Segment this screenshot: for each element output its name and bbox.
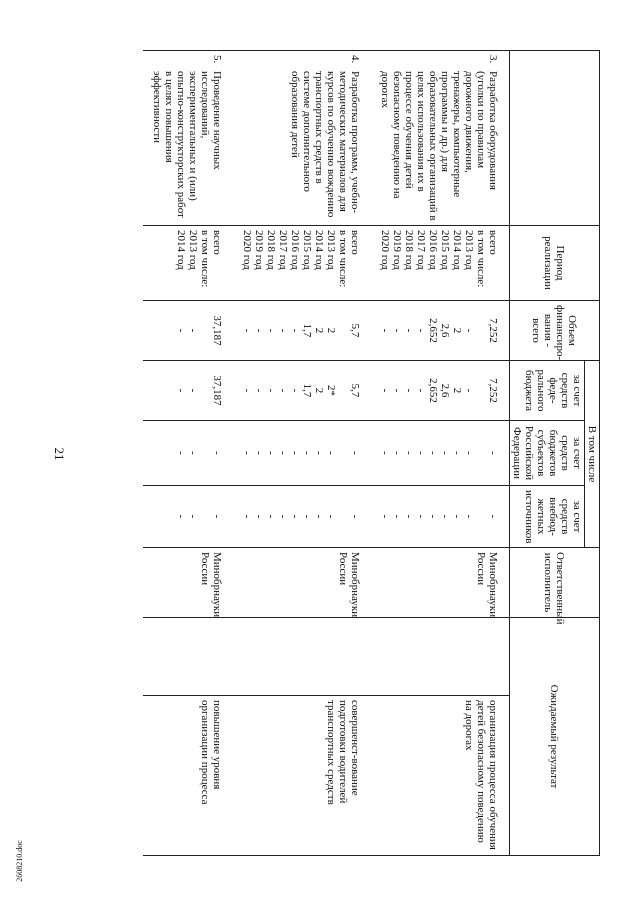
executor-cell: Минобрнауки России (233, 548, 371, 618)
value-line: 2 (313, 387, 325, 394)
extrabudget-cell (143, 486, 233, 548)
total-values (241, 305, 361, 356)
result-cell: совершенст-вование подготовки водителей транспортных средств (233, 696, 371, 856)
value-line: - (379, 328, 391, 333)
regional-cell (143, 421, 233, 486)
value-line: - (379, 514, 391, 519)
value-line: - (253, 388, 265, 393)
value-line: - (277, 514, 289, 519)
header-extrabudget: за счет средств внебюд-жетных источников (510, 486, 585, 548)
value-line: 2,652 (427, 378, 439, 403)
value-line: 2016 год (427, 230, 439, 270)
period-list (241, 230, 361, 296)
value-line: - (301, 451, 313, 455)
executor-cell: Минобрнауки России (143, 548, 233, 618)
value-line: 2 (451, 387, 463, 394)
value-line: 2 (325, 327, 337, 334)
value-line (475, 365, 487, 416)
value-line: 2014 год (313, 230, 325, 270)
value-line: - (277, 451, 289, 455)
value-line: - (241, 514, 253, 519)
value-line: - (427, 451, 439, 455)
value-line: - (403, 328, 415, 333)
value-line (199, 425, 211, 481)
value-line: 2 (313, 327, 325, 334)
value-line: - (349, 451, 361, 455)
value-line: - (289, 451, 301, 455)
value-line: - (265, 328, 277, 333)
total-values (175, 305, 223, 356)
regional-cell (371, 421, 510, 486)
value-line: - (463, 514, 475, 519)
federal-cell (143, 361, 233, 421)
activity-text: Разработка оборудования (уголки по правилам дорожного движения, тренажеры, компьютерные программы и др.) для образовательных организаций в целях использования их в процессе обучения детей безопасному поведению на дорогах (379, 71, 499, 221)
value-line: 2014 год (451, 230, 463, 270)
value-line: - (289, 388, 301, 393)
value-line: - (391, 514, 403, 519)
value-line: 2* (325, 385, 337, 396)
result-cell: организация процесса обучения детей безопасному поведению на дорогах (371, 696, 510, 856)
value-line: - (415, 388, 427, 393)
value-line: 2015 год (439, 230, 451, 270)
value-line: - (439, 514, 451, 519)
value-line: - (187, 514, 199, 519)
value-line: - (325, 451, 337, 455)
value-line (475, 490, 487, 543)
value-line: - (187, 328, 199, 333)
total-cell (233, 301, 371, 361)
spacer-cell (143, 618, 233, 696)
value-line: - (253, 514, 265, 519)
extrabudget-cell (233, 486, 371, 548)
value-line: 2,6 (439, 383, 451, 398)
value-line: - (187, 388, 199, 393)
value-line (475, 425, 487, 481)
value-line: 2018 год (265, 230, 277, 270)
value-line: - (175, 514, 187, 519)
regional-values (175, 425, 223, 481)
period-cell (143, 226, 233, 301)
activity-cell (143, 51, 233, 226)
value-line: - (463, 451, 475, 455)
value-line: - (439, 451, 451, 455)
value-line (199, 305, 211, 356)
value-line (337, 490, 349, 543)
value-line: - (175, 328, 187, 333)
value-line: - (289, 328, 301, 333)
extrabudget-values (241, 490, 361, 543)
header-including: В том числе (585, 361, 600, 548)
federal-values (241, 365, 361, 416)
value-line: - (349, 514, 361, 519)
value-line: 2020 год (241, 230, 253, 270)
value-line: - (175, 388, 187, 393)
activity-text: Проведение научных исследований, экспериментальных и (или) опытно-конструкторских работ в целях повышения эффективности (151, 71, 223, 218)
header-executor: Ответственный исполнитель (510, 548, 600, 618)
header-period: Период реализации (510, 226, 600, 301)
value-line (337, 305, 349, 356)
value-line: 37,187 (211, 375, 223, 406)
value-line: 2013 год (187, 230, 199, 270)
value-line: - (211, 451, 223, 455)
value-line: 2 (451, 327, 463, 334)
activity-cell (371, 51, 510, 226)
value-line: - (241, 328, 253, 333)
value-line: в том числе: (199, 230, 211, 288)
value-line: - (415, 328, 427, 333)
value-line: 2,652 (427, 318, 439, 343)
table-row (371, 51, 510, 856)
header-result: Ожидаемый результат (510, 618, 600, 856)
value-line: - (403, 451, 415, 455)
spacer-cell (233, 618, 371, 696)
value-line: 37,187 (211, 315, 223, 346)
header-federal-budget: за счет средств феде-рального бюджета (510, 361, 585, 421)
table-row (233, 51, 371, 856)
document-code: 2608210.doc (15, 840, 24, 882)
activity-cell (233, 51, 371, 226)
activity-text: Разработка программ, учебно-методических материалов для курсов по обучению вождению транспортных средств в системе дополнительного образования детей (289, 71, 361, 218)
value-line: - (487, 514, 499, 519)
value-line: 2020 год (379, 230, 391, 270)
table-header (510, 51, 600, 856)
regional-values (241, 425, 361, 481)
period-list (175, 230, 223, 296)
period-cell (371, 226, 510, 301)
total-cell (371, 301, 510, 361)
period-list (379, 230, 499, 296)
page-number: 21 (52, 447, 67, 461)
row-number: 3. (487, 55, 499, 64)
value-line: - (415, 451, 427, 455)
value-line: - (463, 328, 475, 333)
value-line: - (187, 451, 199, 455)
federal-values (175, 365, 223, 416)
value-line: всего (211, 230, 223, 255)
value-line: - (241, 388, 253, 393)
value-line: 2013 год (325, 230, 337, 270)
measures-table (143, 50, 600, 856)
total-cell (143, 301, 233, 361)
value-line: - (277, 328, 289, 333)
value-line: - (463, 388, 475, 393)
value-line: - (289, 514, 301, 519)
value-line: 2019 год (391, 230, 403, 270)
header-total-funding: Объем финансиро-вания - всего (510, 301, 600, 361)
value-line: 2013 год (463, 230, 475, 270)
value-line (199, 365, 211, 416)
header-regional-budget: за счет средств бюджетов субъектов Российской Федерации (510, 421, 585, 486)
value-line: - (313, 514, 325, 519)
value-line: - (415, 514, 427, 519)
value-line: - (379, 451, 391, 455)
value-line: 5,7 (349, 383, 361, 398)
value-line: - (211, 514, 223, 519)
value-line: 2017 год (415, 230, 427, 270)
value-line: 2016 год (289, 230, 301, 270)
value-line: 1,7 (301, 323, 313, 338)
value-line: 5,7 (349, 323, 361, 338)
value-line (475, 305, 487, 356)
value-line: - (277, 388, 289, 393)
value-line: - (487, 451, 499, 455)
value-line (337, 365, 349, 416)
value-line: в том числе: (337, 230, 349, 288)
value-line: - (265, 514, 277, 519)
executor-cell: Минобрнауки России (371, 548, 510, 618)
value-line: - (265, 388, 277, 393)
value-line: - (313, 451, 325, 455)
value-line: - (427, 514, 439, 519)
rotated-table-wrapper (151, 50, 600, 855)
value-line: - (403, 514, 415, 519)
header-activity (510, 51, 600, 226)
value-line: - (253, 451, 265, 455)
value-line: - (175, 451, 187, 455)
value-line: 2014 год (175, 230, 187, 270)
federal-cell (371, 361, 510, 421)
value-line: 2019 год (253, 230, 265, 270)
value-line: 7,252 (487, 378, 499, 403)
table-row (143, 51, 233, 856)
value-line: - (241, 451, 253, 455)
value-line: 2015 год (301, 230, 313, 270)
extrabudget-values (379, 490, 499, 543)
period-cell (233, 226, 371, 301)
regional-values (379, 425, 499, 481)
value-line: - (379, 388, 391, 393)
value-line: - (451, 451, 463, 455)
value-line: - (301, 514, 313, 519)
value-line: - (403, 388, 415, 393)
row-number: 5. (211, 55, 223, 64)
total-values (379, 305, 499, 356)
value-line: всего (349, 230, 361, 255)
value-line: всего (487, 230, 499, 255)
spacer-cell (371, 618, 510, 696)
federal-cell (233, 361, 371, 421)
value-line (199, 490, 211, 543)
federal-values (379, 365, 499, 416)
value-line: в том числе: (475, 230, 487, 288)
value-line: 1,7 (301, 383, 313, 398)
extrabudget-cell (371, 486, 510, 548)
row-number: 4. (349, 55, 361, 64)
regional-cell (233, 421, 371, 486)
value-line: 7,252 (487, 318, 499, 343)
value-line: - (391, 328, 403, 333)
value-line: - (451, 514, 463, 519)
value-line: 2,6 (439, 323, 451, 338)
value-line: - (325, 514, 337, 519)
value-line: - (253, 328, 265, 333)
value-line: 2017 год (277, 230, 289, 270)
value-line: - (391, 451, 403, 455)
value-line: - (265, 451, 277, 455)
value-line: - (391, 388, 403, 393)
value-line (337, 425, 349, 481)
value-line: 2018 год (403, 230, 415, 270)
result-cell: повышение уровня организации процесса (143, 696, 233, 856)
extrabudget-values (175, 490, 223, 543)
